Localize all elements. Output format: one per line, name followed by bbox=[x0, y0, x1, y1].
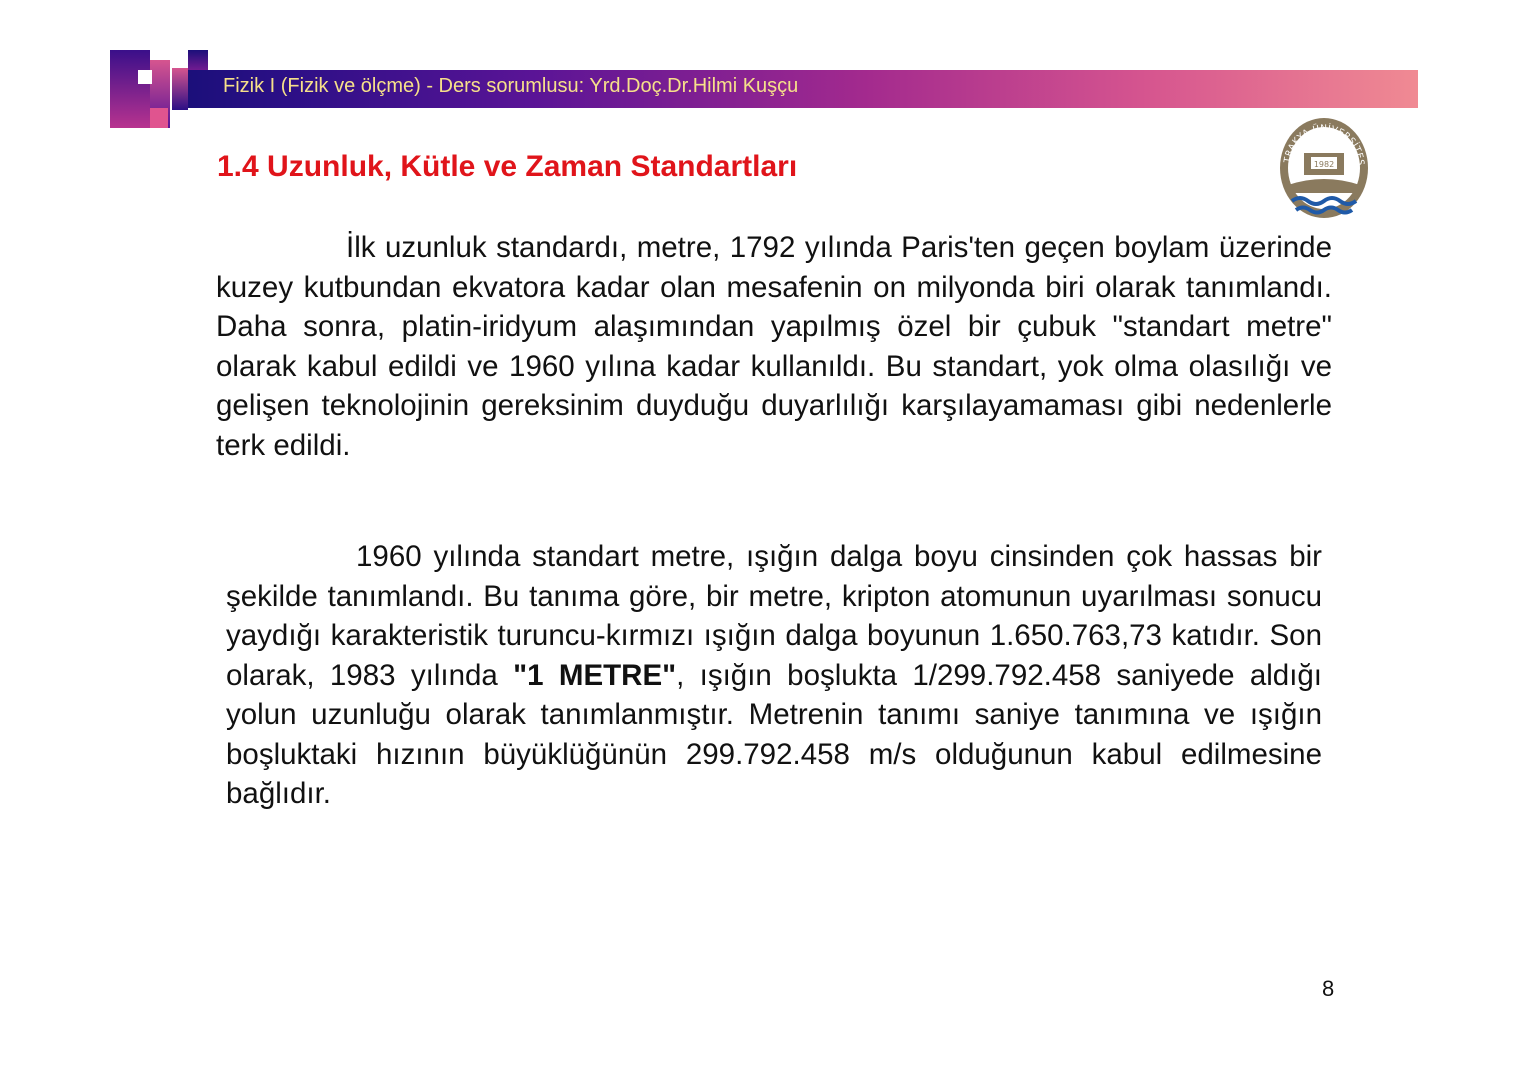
deco-square bbox=[172, 68, 188, 110]
deco-square bbox=[138, 70, 152, 84]
header-course-title: Fizik I (Fizik ve ölçme) - Ders sorumlusu: Yrd.Doç.Dr.Hilmi Kuşçu bbox=[223, 75, 799, 97]
logo-year: 1982 bbox=[1313, 160, 1335, 169]
paragraph-1 bbox=[216, 228, 1332, 465]
university-logo bbox=[1278, 113, 1370, 229]
paragraph-2-text-after: , ışığın boşlukta 1/299.792.458 saniyede aldığı yolun uzunluğu olarak tanımlanmıştır. Metrenin tanımı saniye tanımına ve ışığın boşluktaki hızının büyüklüğünün 299.792.458 m/s olduğunun kabul edilmesine bağlıdır. bbox=[226, 658, 1322, 810]
paragraph-2 bbox=[226, 537, 1322, 814]
page-number: 8 bbox=[1322, 976, 1335, 1001]
deco-square bbox=[150, 108, 168, 128]
deco-square bbox=[110, 50, 150, 128]
logo-arc-text: TRAKYA ÜNİVERSİTES bbox=[1283, 123, 1366, 167]
paragraph-2-text-before: 1960 yılında standart metre, ışığın dalga boyu cinsinden çok hassas bir şekilde tanımlandı. Bu tanıma göre, bir metre, kripton atomunun uyarılması sonucu yaydığı karakteristik turuncu-kırmızı ışığın dalga boyunun 1.650.763,73 katıdır. Son olarak, 1983 yılında bbox=[226, 540, 1322, 692]
paragraph-2-emphasis: "1 METRE" bbox=[513, 658, 677, 692]
slide-title: 1.4 Uzunluk, Kütle ve Zaman Standartları bbox=[217, 150, 798, 183]
deco-square bbox=[188, 50, 208, 72]
paragraph-1-text: İlk uzunluk standardı, metre, 1792 yılında Paris'ten geçen boylam üzerinde kuzey kutbundan ekvatora kadar olan mesafenin on milyonda biri olarak tanımlandı. Daha sonra, platin-iridyum alaşımından yapılmış özel bir çubuk "standart metre" olarak kabul edildi ve 1960 yılına kadar kullanıldı. Bu standart, yok olma olasılığı ve gelişen teknolojinin gereksinim duyduğu duyarlılığı karşılayamaması gibi nedenlerle terk edildi. bbox=[216, 231, 1332, 462]
